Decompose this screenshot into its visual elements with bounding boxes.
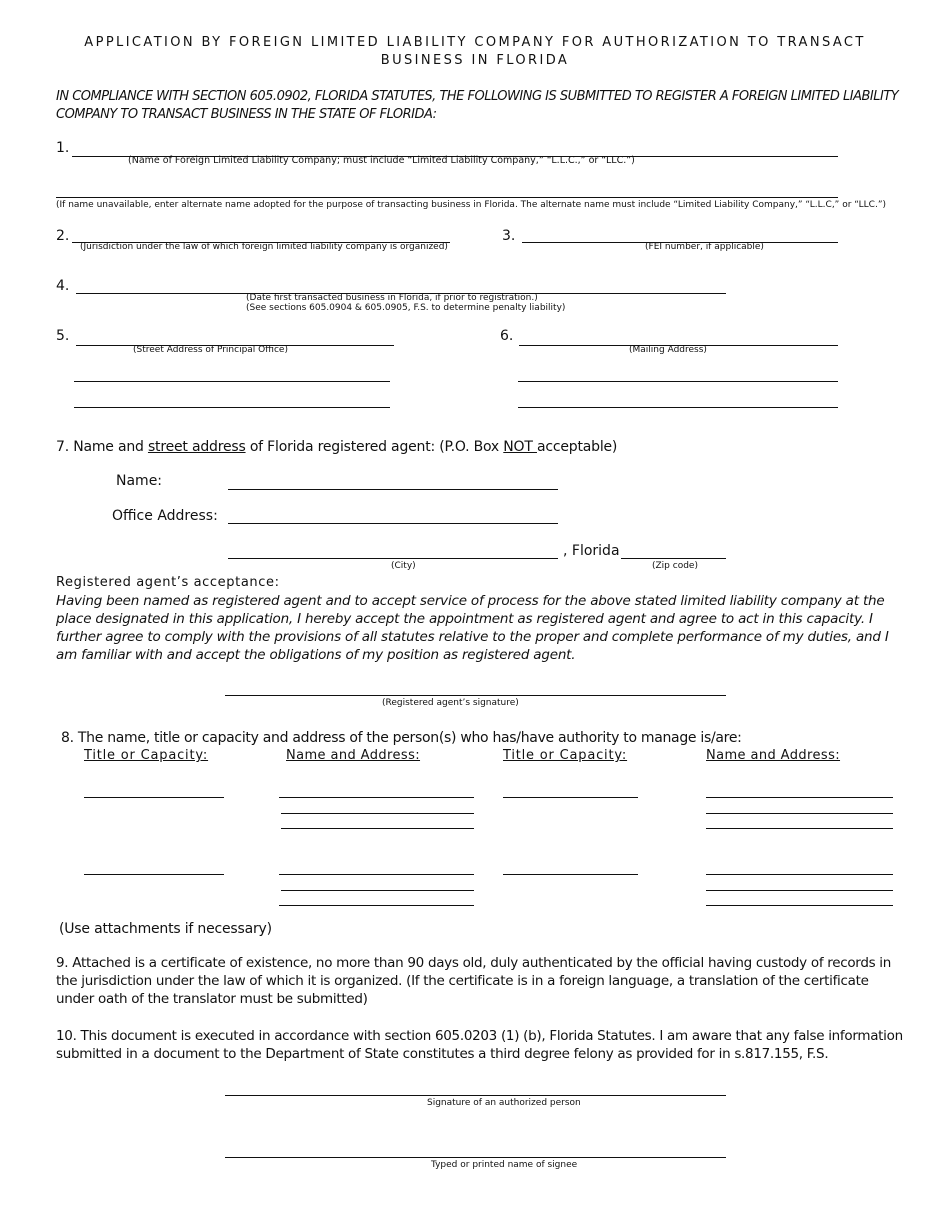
- item-3-number: 3.: [502, 228, 516, 244]
- manager-3-address-line-2[interactable]: [281, 890, 474, 891]
- manager-2-title-field[interactable]: [503, 797, 638, 798]
- manager-4-address-line-3[interactable]: [706, 905, 893, 906]
- item-6-number: 6.: [500, 328, 514, 344]
- agent-office-address-field[interactable]: [228, 523, 558, 524]
- authorized-signature-caption: Signature of an authorized person: [427, 1098, 581, 1108]
- managers-heading: 8. The name, title or capacity and address of the person(s) who has/have authority to manage is/are:: [61, 730, 742, 746]
- certificate-statement: 9. Attached is a certificate of existence, no more than 90 days old, duly authenticated by the official having custody of records in the jurisdiction under the law of which it is organized. (If the certificate is in a foreign language, a translation of the certificate under oath of the translator must be submitted): [56, 955, 892, 1007]
- manager-2-address-line-3[interactable]: [706, 828, 893, 829]
- agent-signature-field[interactable]: [225, 695, 726, 696]
- agent-office-label: Office Address:: [112, 508, 218, 524]
- execution-statement: 10. This document is executed in accordance with section 605.0203 (1) (b), Florida Statutes. I am aware that any false information submitted in a document to the Department of State constitutes a third degree felony as provided for in s.817.155, F.S.: [56, 1028, 903, 1062]
- form-title: APPLICATION BY FOREIGN LIMITED LIABILITY COMPANY FOR AUTHORIZATION TO TRANSACT BUSINESS IN FLORIDA: [84, 35, 866, 68]
- intro-statement: IN COMPLIANCE WITH SECTION 605.0902, FLORIDA STATUTES, THE FOLLOWING IS SUBMITTED TO REGISTER A FOREIGN LIMITED LIABILITY COMPANY TO TRANSACT BUSINESS IN THE STATE OF FLORIDA:: [56, 89, 899, 122]
- typed-name-caption: Typed or printed name of signee: [431, 1160, 578, 1170]
- mailing-address-line-2[interactable]: [518, 381, 838, 382]
- manager-3-address-line-1[interactable]: [279, 874, 474, 875]
- manager-1-address-line-2[interactable]: [281, 813, 474, 814]
- agent-name-label: Name:: [116, 473, 163, 489]
- llc-name-caption: (Name of Foreign Limited Liability Company; must include “Limited Liability Company,” “L.L.C.,” or “LLC.”): [128, 155, 635, 166]
- authorized-signature-field[interactable]: [225, 1095, 726, 1096]
- item-5-number: 5.: [56, 328, 70, 344]
- acceptance-text: Having been named as registered agent and to accept service of process for the above stated limited liability company at the place designated in this application, I hereby accept the appointment as registered agent and agree to act in this capacity. I further agree to comply with the provisions of all statutes relative to the proper and complete performance of my duties, and I am familiar with and accept the obligations of my position as registered agent.: [56, 593, 889, 663]
- typed-name-field[interactable]: [225, 1157, 726, 1158]
- penalty-liability-note: (See sections 605.0904 & 605.0905, F.S. to determine penalty liability): [246, 303, 566, 313]
- col-name-address-2: Name and Address:: [706, 748, 841, 763]
- florida-label: , Florida: [563, 543, 620, 559]
- manager-4-address-line-1[interactable]: [706, 874, 893, 875]
- principal-office-caption: (Street Address of Principal Office): [133, 345, 288, 355]
- alternate-name-field[interactable]: [56, 197, 838, 198]
- principal-office-line-3[interactable]: [74, 407, 390, 408]
- attachments-note: (Use attachments if necessary): [59, 921, 272, 937]
- manager-3-title-field[interactable]: [84, 874, 224, 875]
- jurisdiction-caption: (Jurisdiction under the law of which foreign limited liability company is organized): [80, 242, 448, 252]
- agent-signature-caption: (Registered agent’s signature): [382, 698, 519, 708]
- principal-office-line-2[interactable]: [74, 381, 390, 382]
- item-1-number: 1.: [56, 140, 70, 156]
- col-title-capacity-2: Title or Capacity:: [503, 748, 628, 763]
- mailing-address-line-3[interactable]: [518, 407, 838, 408]
- item-4-number: 4.: [56, 278, 70, 294]
- agent-city-field[interactable]: [228, 558, 558, 559]
- alternate-name-caption: (If name unavailable, enter alternate name adopted for the purpose of transacting business in Florida. The alternate name must include “Limited Liability Company,” “L.L.C,” or “LLC.”): [56, 200, 887, 210]
- manager-2-address-line-2[interactable]: [706, 813, 893, 814]
- manager-4-title-field[interactable]: [503, 874, 638, 875]
- agent-zip-field[interactable]: [621, 558, 726, 559]
- agent-name-field[interactable]: [228, 489, 558, 490]
- manager-4-address-line-2[interactable]: [706, 890, 893, 891]
- item-2-number: 2.: [56, 228, 70, 244]
- manager-1-title-field[interactable]: [84, 797, 224, 798]
- first-business-date-caption: (Date first transacted business in Florida, if prior to registration.): [246, 293, 538, 303]
- city-caption: (City): [391, 561, 416, 571]
- col-name-address-1: Name and Address:: [286, 748, 421, 763]
- acceptance-heading: Registered agent’s acceptance:: [56, 575, 280, 590]
- col-title-capacity-1: Title or Capacity:: [84, 748, 209, 763]
- manager-1-address-line-1[interactable]: [279, 797, 474, 798]
- mailing-address-caption: (Mailing Address): [629, 345, 707, 355]
- manager-2-address-line-1[interactable]: [706, 797, 893, 798]
- fei-number-caption: (FEI number, if applicable): [645, 242, 764, 252]
- manager-1-address-line-3[interactable]: [281, 828, 474, 829]
- registered-agent-heading: 7. Name and street address of Florida registered agent: (P.O. Box NOT acceptable): [56, 439, 618, 455]
- zip-caption: (Zip code): [652, 561, 698, 571]
- manager-3-address-line-3[interactable]: [279, 905, 474, 906]
